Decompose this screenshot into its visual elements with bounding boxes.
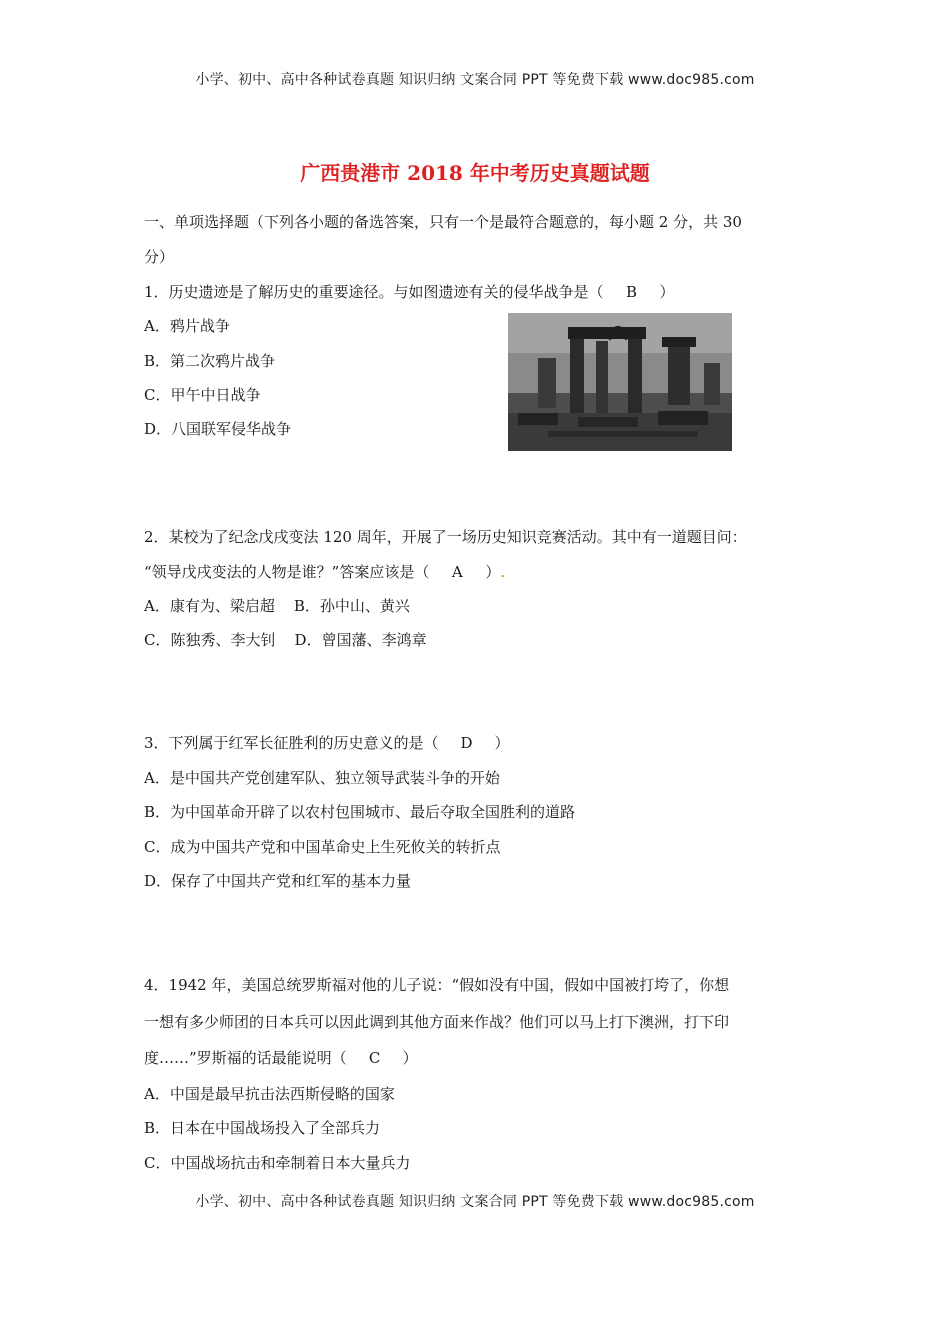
question-4-option-c: C．中国战场抗击和牵制着日本大量兵力 <box>144 1154 411 1172</box>
question-4-option-b: B．日本在中国战场投入了全部兵力 <box>144 1119 381 1137</box>
page-title: 广西贵港市 2018 年中考历史真题试题 <box>300 161 650 185</box>
question-4-line1: 4．1942 年，美国总统罗斯福对他的儿子说：“假如没有中国，假如中国被打垮了，你想 <box>144 976 730 994</box>
question-1-option-b: B．第二次鸦片战争 <box>144 352 276 370</box>
question-4-stem-text: 度……”罗斯福的话最能说明（ <box>144 1049 347 1067</box>
question-1-option-d: D．八国联军侵华战争 <box>144 420 292 438</box>
question-1-close-paren: ） <box>659 283 675 301</box>
ruins-photo-icon <box>508 313 732 451</box>
question-3-option-a: A．是中国共产党创建军队、独立领导武装斗争的开始 <box>144 769 500 787</box>
question-4-line2: 一想有多少师团的日本兵可以因此调到其他方面来作战？他们可以马上打下澳洲，打下印 <box>144 1013 730 1031</box>
question-3-stem <box>144 732 510 753</box>
question-2-line1: 2．某校为了纪念戊戌变法 120 周年，开展了一场历史知识竞赛活动。其中有一道题目问： <box>144 528 747 546</box>
question-3-stem-text: 3．下列属于红军长征胜利的历史意义的是（ <box>144 734 439 752</box>
question-2-options-row1: A．康有为、梁启超 B．孙中山、黄兴 <box>144 597 410 615</box>
question-3-answer: D <box>460 734 473 752</box>
question-1-option-a: A．鸦片战争 <box>144 317 230 335</box>
question-4-answer: C <box>368 1049 381 1067</box>
question-1-stem-text: 1．历史遗迹是了解历史的重要途径。与如图遗迹有关的侵华战争是（ <box>144 283 604 301</box>
ruins-photo <box>508 313 732 451</box>
question-3-option-c: C．成为中国共产党和中国革命史上生死攸关的转折点 <box>144 838 501 856</box>
section-instructions-line1: 一、单项选择题（下列各小题的备选答案，只有一个是最符合题意的，每小题 2 分，共 30 <box>144 213 742 231</box>
section-instructions-line2: 分） <box>144 248 175 266</box>
question-2-line2 <box>144 561 505 582</box>
question-2-options-row2: C．陈独秀、李大钊 D．曾国藩、李鸿章 <box>144 631 427 649</box>
question-1-option-c: C．甲午中日战争 <box>144 386 261 404</box>
question-2-answer: A <box>451 563 463 581</box>
header-banner: 小学、初中、高中各种试卷真题 知识归纳 文案合同 PPT 等免费下载 www.doc985.com <box>195 72 755 88</box>
question-4-line3 <box>144 1047 418 1068</box>
question-2-close-paren: ） <box>485 563 501 581</box>
question-2-stem-text: “领导戊戌变法的人物是谁？”答案应该是（ <box>144 563 430 581</box>
question-4-option-a: A．中国是最早抗击法西斯侵略的国家 <box>144 1085 395 1103</box>
footer-banner: 小学、初中、高中各种试卷真题 知识归纳 文案合同 PPT 等免费下载 www.doc985.com <box>195 1194 755 1210</box>
question-4-close-paren: ） <box>402 1049 418 1067</box>
question-1-stem <box>144 281 675 302</box>
question-3-option-d: D．保存了中国共产党和红军的基本力量 <box>144 872 412 890</box>
question-2-dot: . <box>500 563 506 581</box>
question-3-option-b: B．为中国革命开辟了以农村包围城市、最后夺取全国胜利的道路 <box>144 803 576 821</box>
question-1-answer: B <box>626 283 638 301</box>
question-3-close-paren: ） <box>494 734 510 752</box>
